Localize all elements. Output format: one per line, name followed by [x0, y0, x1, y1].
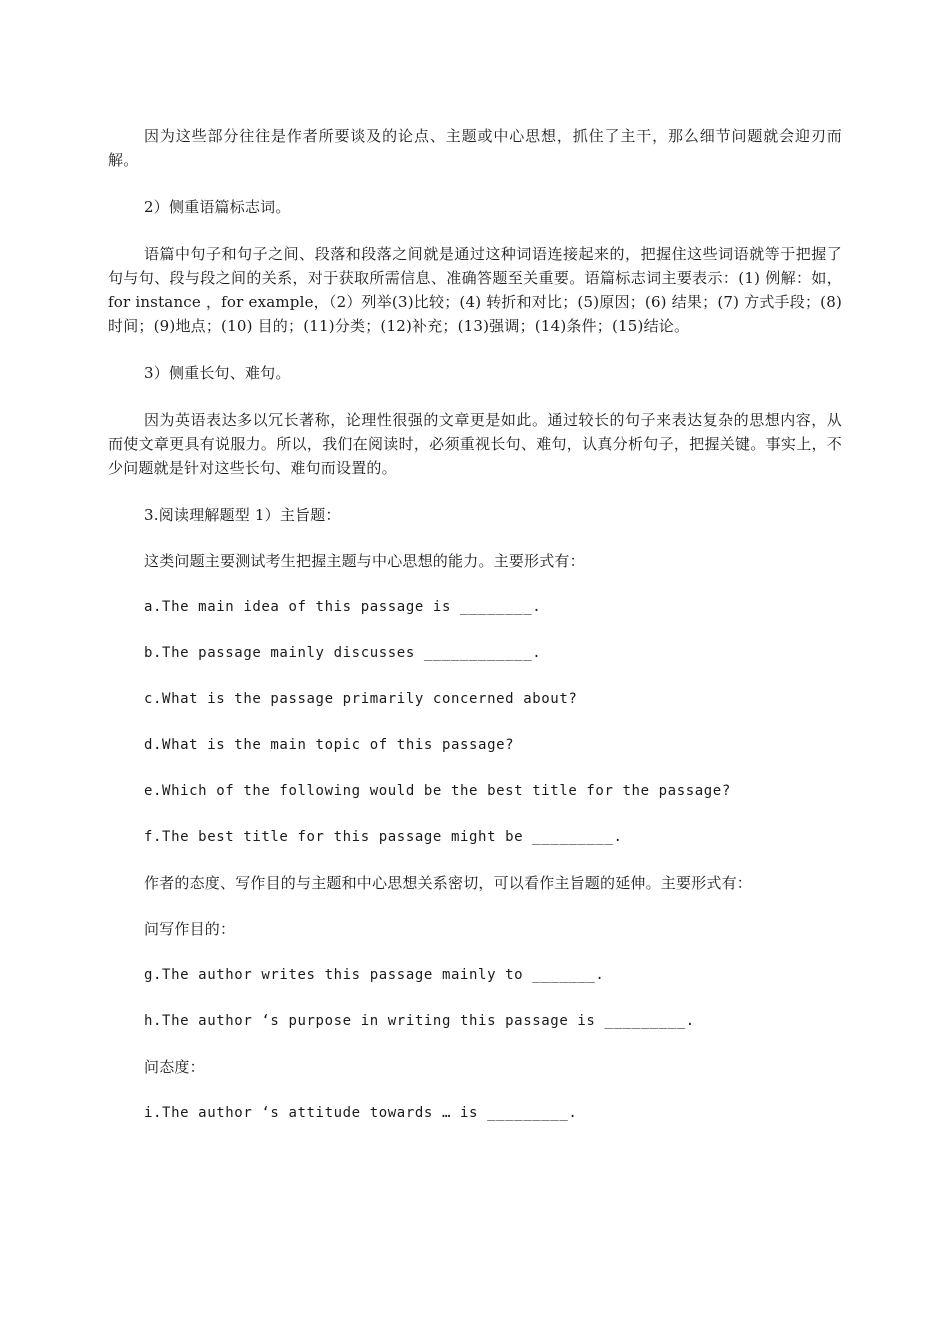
- question-item-g: g.The author writes this passage mainly to _______.: [144, 967, 605, 983]
- label-purpose: 问写作目的：: [144, 920, 236, 938]
- paragraph-main-points: 因为这些部分往往是作者所要谈及的论点、主题或中心思想，抓住了主干，那么细节问题就会迎刃而解。: [108, 127, 842, 169]
- question-item-c: c.What is the passage primarily concerned about?: [144, 691, 578, 707]
- document-body: [108, 124, 842, 1125]
- paragraph-attitude-purpose: 作者的态度、写作目的与主题和中心思想关系密切，可以看作主旨题的延伸。主要形式有：: [144, 874, 753, 892]
- question-item-f: f.The best title for this passage might be _________.: [144, 829, 623, 845]
- paragraph-main-idea-intro: 这类问题主要测试考生把握主题与中心思想的能力。主要形式有：: [144, 552, 585, 570]
- heading-question-types: 3.阅读理解题型 1）主旨题：: [144, 506, 341, 524]
- question-item-i: i.The author ‘s attitude towards … is _________.: [144, 1105, 578, 1121]
- paragraph-discourse-markers: 语篇中句子和句子之间、段落和段落之间就是通过这种词语连接起来的，把握住这些词语就等于把握了句与句、段与段之间的关系，对于获取所需信息、准确答题至关重要。语篇标志词主要表示：(1) 例解：如，for instance ，for example，（2）列举(3)比较；(4) 转折和对比；(5)原因；(6) 结果；(7) 方式手段；(8) 时间；(9)地点；(10) 目的；(11)分类；(12)补充；(13)强调；(14)条件；(15)结论。: [108, 245, 842, 335]
- question-item-b: b.The passage mainly discusses ____________.: [144, 645, 542, 661]
- question-item-a: a.The main idea of this passage is ________.: [144, 599, 542, 615]
- question-item-e: e.Which of the following would be the best title for the passage?: [144, 783, 731, 799]
- paragraph-long-sentences: 因为英语表达多以冗长著称，论理性很强的文章更是如此。通过较长的句子来表达复杂的思想内容，从而使文章更具有说服力。所以，我们在阅读时，必须重视长句、难句，认真分析句子，把握关键。事实上，不少问题就是针对这些长句、难句而设置的。: [108, 411, 842, 477]
- question-item-h: h.The author ‘s purpose in writing this passage is _________.: [144, 1013, 695, 1029]
- label-attitude: 问态度：: [144, 1058, 205, 1076]
- heading-discourse-markers: 2）侧重语篇标志词。: [144, 198, 291, 216]
- question-item-d: d.What is the main topic of this passage?: [144, 737, 515, 753]
- heading-long-sentences: 3）侧重长句、难句。: [144, 364, 291, 382]
